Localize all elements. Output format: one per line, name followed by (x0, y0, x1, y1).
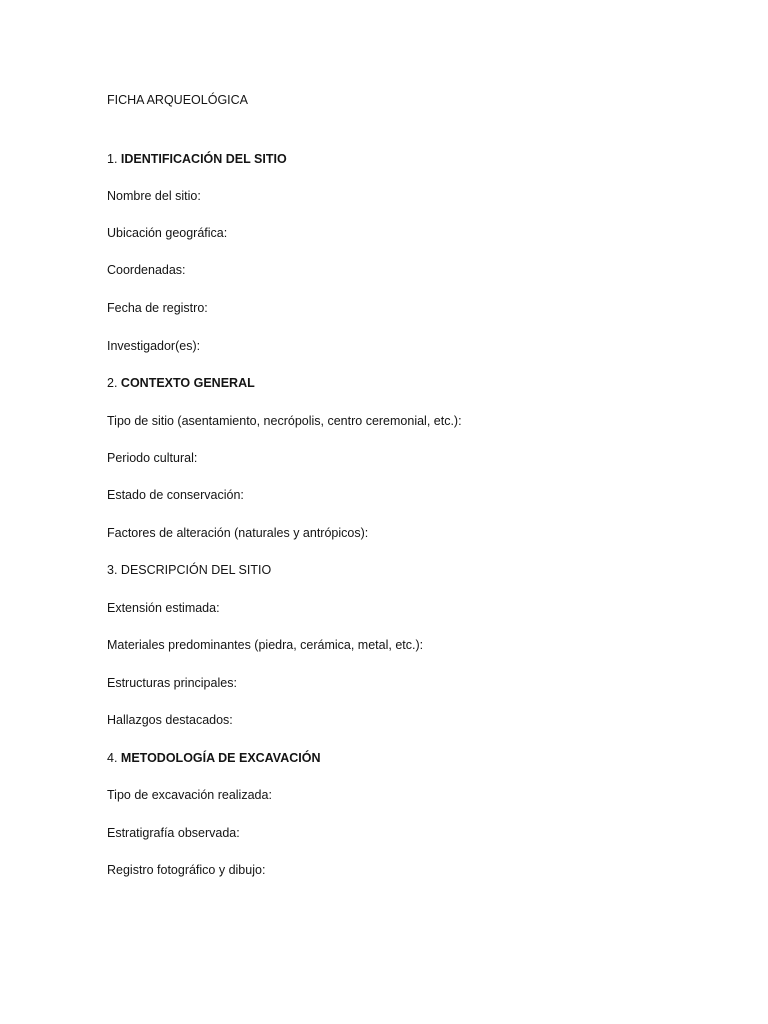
section-number: 2. (107, 376, 118, 390)
section-title: CONTEXTO GENERAL (120, 376, 255, 390)
section-title: DESCRIPCIÓN DEL SITIO (120, 563, 272, 577)
section-heading-metodologia (107, 750, 320, 766)
field-extension-estimada: Extensión estimada: (107, 601, 220, 615)
field-tipo-de-excavacion: Tipo de excavación realizada: (107, 788, 272, 802)
section-number: 3. (107, 563, 118, 577)
field-fecha-de-registro: Fecha de registro: (107, 301, 208, 315)
field-estado-de-conservacion: Estado de conservación: (107, 488, 244, 502)
document-title: FICHA ARQUEOLÓGICA (107, 93, 249, 107)
field-investigadores: Investigador(es): (107, 339, 201, 353)
field-factores-de-alteracion: Factores de alteración (naturales y antrópicos): (107, 526, 369, 540)
section-title: METODOLOGÍA DE EXCAVACIÓN (120, 751, 321, 765)
section-number: 4. (107, 751, 118, 765)
field-registro-fotografico: Registro fotográfico y dibujo: (107, 863, 266, 877)
field-tipo-de-sitio: Tipo de sitio (asentamiento, necrópolis, centro ceremonial, etc.): (107, 414, 462, 428)
field-hallazgos-destacados: Hallazgos destacados: (107, 713, 233, 727)
field-materiales-predominantes: Materiales predominantes (piedra, cerámica, metal, etc.): (107, 638, 424, 652)
section-heading-descripcion (107, 562, 271, 578)
section-heading-contexto (107, 375, 255, 391)
field-estratigrafia-observada: Estratigrafía observada: (107, 826, 240, 840)
section-number: 1. (107, 152, 118, 166)
section-heading-identificacion (107, 151, 287, 167)
field-nombre-del-sitio: Nombre del sitio: (107, 189, 201, 203)
section-title: IDENTIFICACIÓN DEL SITIO (120, 152, 287, 166)
field-coordenadas: Coordenadas: (107, 263, 186, 277)
field-periodo-cultural: Periodo cultural: (107, 451, 198, 465)
field-estructuras-principales: Estructuras principales: (107, 676, 237, 690)
field-ubicacion-geografica: Ubicación geográfica: (107, 226, 228, 240)
